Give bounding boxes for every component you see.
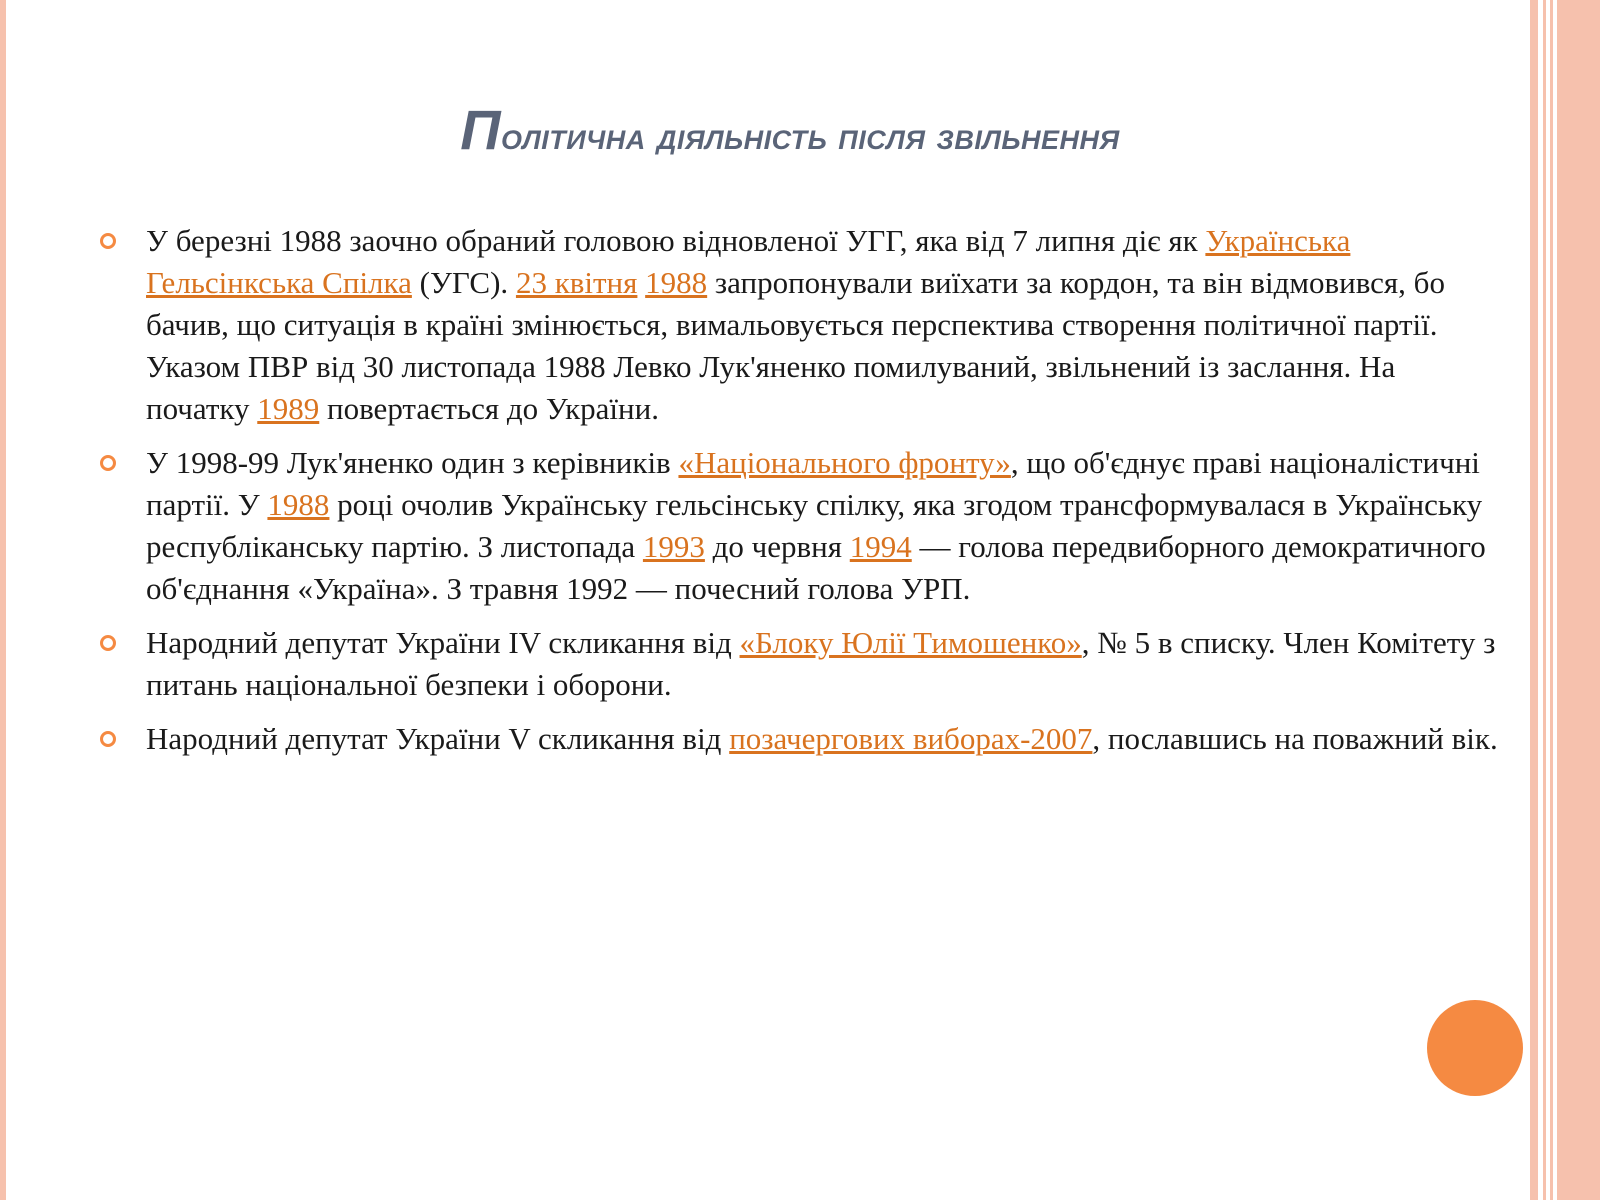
slide-title bbox=[0, 100, 1580, 167]
bullet-text: , № 5 в списку. Член Комітету з питань національної безпеки і оборони. bbox=[146, 625, 1496, 702]
bullet-text bbox=[637, 265, 645, 300]
link-1989[interactable]: 1989 bbox=[257, 391, 320, 426]
bullet-item bbox=[100, 622, 1500, 706]
bullet-text: запропонували виїхати за кордон, та він відмовився, бо бачив, що ситуація в країні змінюється, вимальовується перспектива створення політичної партії. Указом ПВР від 30 листопада 1988 Левко Лук'яненко помилуваний, звільнений із заслання. На початку bbox=[146, 265, 1445, 426]
bullet-text: , що об'єднує праві націоналістичні партії. У bbox=[146, 445, 1480, 522]
bullet-text: У 1998-99 Лук'яненко один з керівників bbox=[146, 445, 679, 480]
left-border-decoration bbox=[0, 0, 6, 1200]
link-ugs[interactable]: Українська Гельсінкська Спілка bbox=[146, 223, 1351, 300]
bullet-text: У березні 1988 заочно обраний головою відновленої УГГ, яка від 7 липня діє як bbox=[146, 223, 1206, 258]
bullet-text: повертається до України. bbox=[319, 391, 659, 426]
slide-title-rest: олітична діяльність після звільнення bbox=[501, 116, 1120, 158]
bullet-circle-icon bbox=[100, 731, 116, 747]
bullet-text: Народний депутат України V скликання від bbox=[146, 721, 730, 756]
bullet-text: році очолив Українську гельсінську спілку, яка згодом трансформувалася в Українську республіканську партію. З листопада bbox=[146, 487, 1483, 564]
link-1993[interactable]: 1993 bbox=[642, 529, 705, 564]
right-stripe-decoration bbox=[1543, 0, 1546, 1200]
bullet-item bbox=[100, 220, 1500, 430]
right-stripe-decoration bbox=[1550, 0, 1553, 1200]
slide-title-initial: П bbox=[460, 98, 502, 161]
bullet-text: , пославшись на поважний вік. bbox=[1092, 721, 1498, 756]
bullet-item bbox=[100, 718, 1500, 760]
link-national-front[interactable]: «Національного фронту» bbox=[678, 445, 1011, 480]
link-byut[interactable]: «Блоку Юлії Тимошенко» bbox=[739, 625, 1082, 660]
link-1988[interactable]: 1988 bbox=[645, 265, 708, 300]
bullet-text: — голова передвиборного демократичного об'єднання «Україна». З травня 1992 — почесний голова УРП. bbox=[146, 529, 1486, 606]
bullet-circle-icon bbox=[100, 455, 116, 471]
orange-circle-decoration bbox=[1427, 1000, 1523, 1096]
bullet-text: до червня bbox=[704, 529, 850, 564]
right-stripe-decoration bbox=[1557, 0, 1600, 1200]
link-1994[interactable]: 1994 bbox=[849, 529, 912, 564]
right-stripe-decoration bbox=[1530, 0, 1538, 1200]
link-23-april[interactable]: 23 квітня bbox=[515, 265, 638, 300]
bullet-circle-icon bbox=[100, 635, 116, 651]
bullet-text: (УГС). bbox=[411, 265, 516, 300]
link-snap-elections-2007[interactable]: позачергових виборах-2007 bbox=[729, 721, 1093, 756]
link-1988[interactable]: 1988 bbox=[267, 487, 330, 522]
bullet-list bbox=[100, 220, 1500, 772]
bullet-text: Народний депутат України IV скликання від bbox=[146, 625, 740, 660]
bullet-item bbox=[100, 442, 1500, 610]
bullet-circle-icon bbox=[100, 233, 116, 249]
